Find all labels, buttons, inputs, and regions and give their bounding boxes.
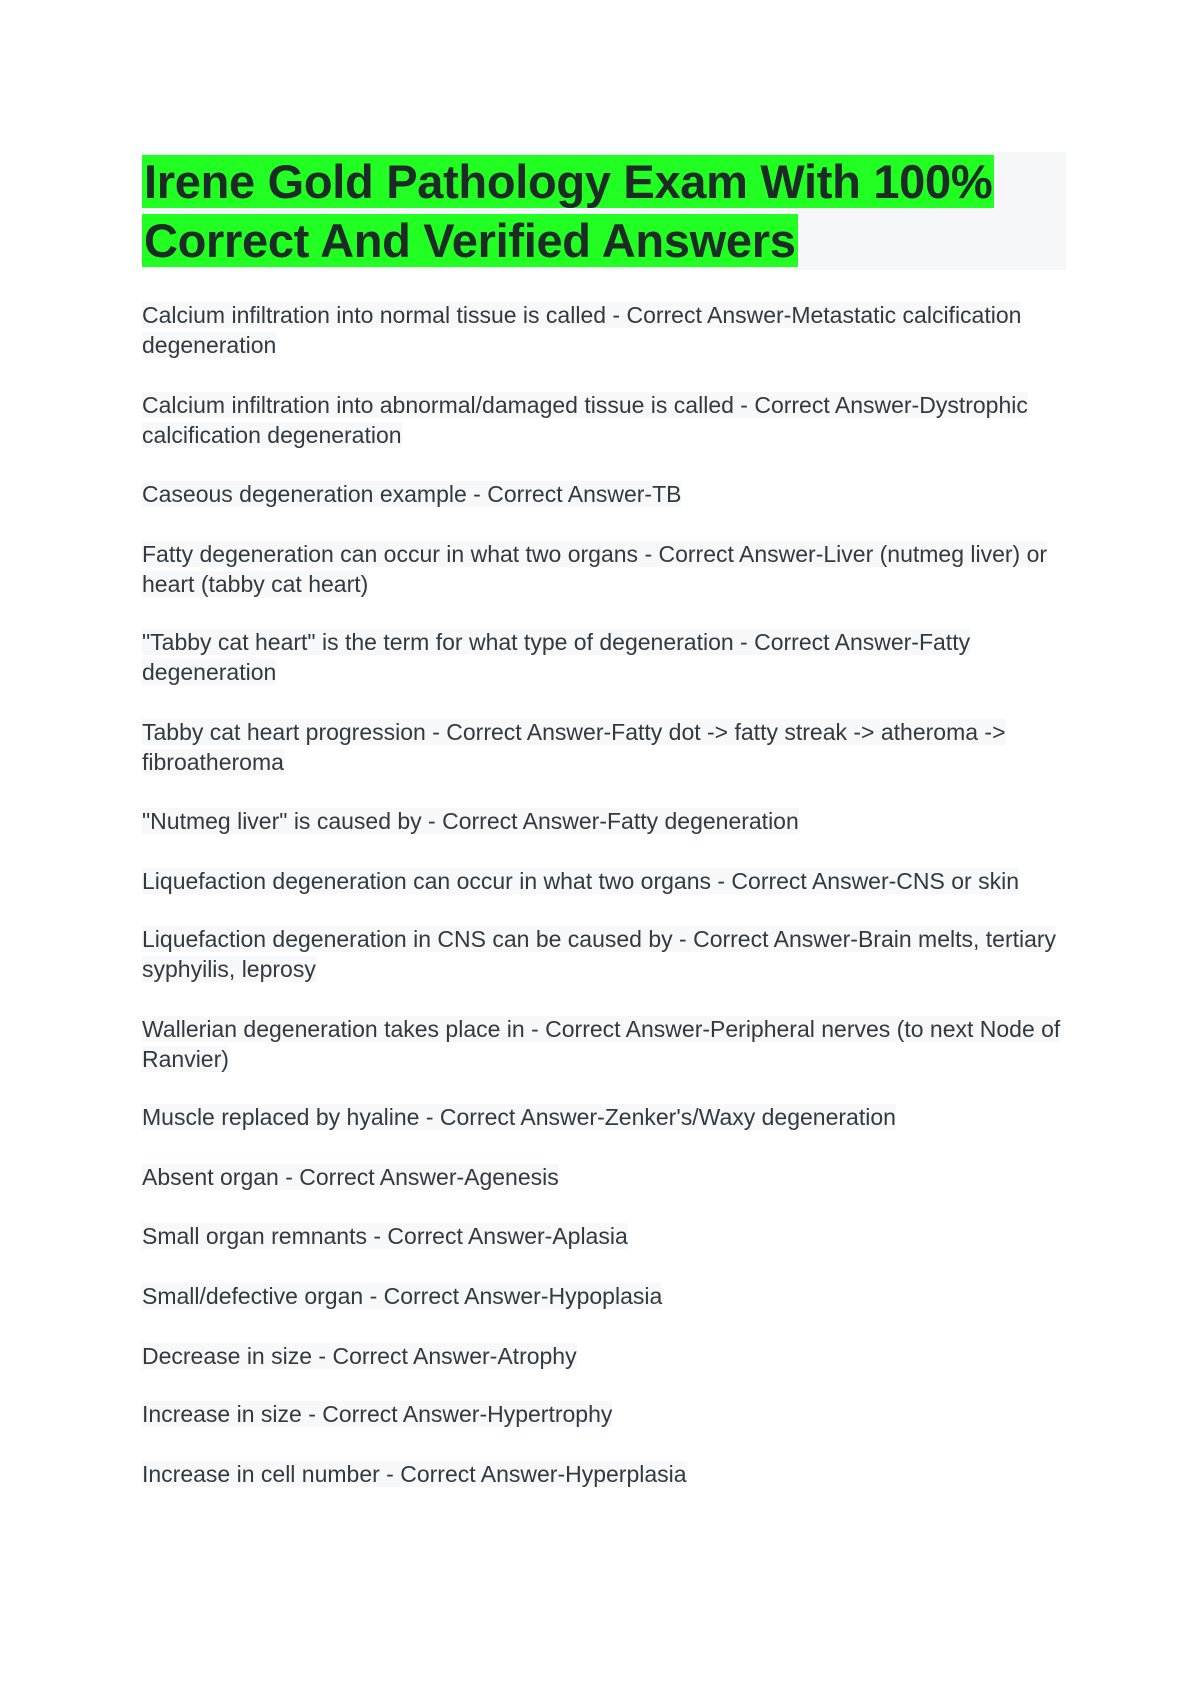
qa-text: Increase in cell number - Correct Answer-Hyperplasia (142, 1461, 687, 1487)
qa-item (142, 866, 1062, 896)
qa-item (142, 1221, 1062, 1251)
qa-item (142, 479, 1062, 509)
qa-text: Wallerian degeneration takes place in - Correct Answer-Peripheral nerves (to next Node of Ranvier) (142, 1016, 1061, 1072)
qa-item (142, 717, 1062, 777)
qa-item (142, 1102, 1062, 1132)
qa-text: Calcium infiltration into normal tissue is called - Correct Answer-Metastatic calcification degeneration (142, 302, 1022, 358)
qa-item (142, 539, 1062, 599)
qa-text: Decrease in size - Correct Answer-Atrophy (142, 1343, 577, 1369)
qa-text: Increase in size - Correct Answer-Hypertrophy (142, 1401, 613, 1427)
document-title (142, 152, 1066, 270)
qa-item (142, 390, 1062, 450)
qa-text: "Nutmeg liver" is caused by - Correct Answer-Fatty degeneration (142, 808, 799, 834)
qa-item (142, 1341, 1062, 1371)
qa-text: Small/defective organ - Correct Answer-Hypoplasia (142, 1283, 663, 1309)
qa-text: Muscle replaced by hyaline - Correct Answer-Zenker's/Waxy degeneration (142, 1104, 896, 1130)
qa-item (142, 924, 1062, 984)
title-block (142, 152, 1066, 270)
qa-text: Calcium infiltration into abnormal/damaged tissue is called - Correct Answer-Dystrophic calcification degeneration (142, 392, 1028, 448)
qa-item (142, 1281, 1062, 1311)
qa-item (142, 1399, 1062, 1429)
qa-text: Caseous degeneration example - Correct Answer-TB (142, 481, 682, 507)
qa-text: Absent organ - Correct Answer-Agenesis (142, 1164, 559, 1190)
qa-text: Liquefaction degeneration can occur in what two organs - Correct Answer-CNS or skin (142, 868, 1019, 894)
qa-item (142, 1459, 1062, 1489)
qa-text: Fatty degeneration can occur in what two organs - Correct Answer-Liver (nutmeg liver) or heart (tabby cat heart) (142, 541, 1048, 597)
qa-item (142, 1014, 1062, 1074)
qa-text: Small organ remnants - Correct Answer-Aplasia (142, 1223, 628, 1249)
qa-text: Liquefaction degeneration in CNS can be caused by - Correct Answer-Brain melts, tertiary syphyilis, leprosy (142, 926, 1057, 982)
title-highlight: Irene Gold Pathology Exam With 100% Correct And Verified Answers (144, 155, 993, 267)
qa-item (142, 300, 1062, 360)
qa-item (142, 1162, 1062, 1192)
qa-item (142, 627, 1062, 687)
qa-text: "Tabby cat heart" is the term for what type of degeneration - Correct Answer-Fatty degeneration (142, 629, 971, 685)
qa-text: Tabby cat heart progression - Correct Answer-Fatty dot -> fatty streak -> atheroma -> fibroatheroma (142, 719, 1006, 775)
qa-item (142, 806, 1062, 836)
